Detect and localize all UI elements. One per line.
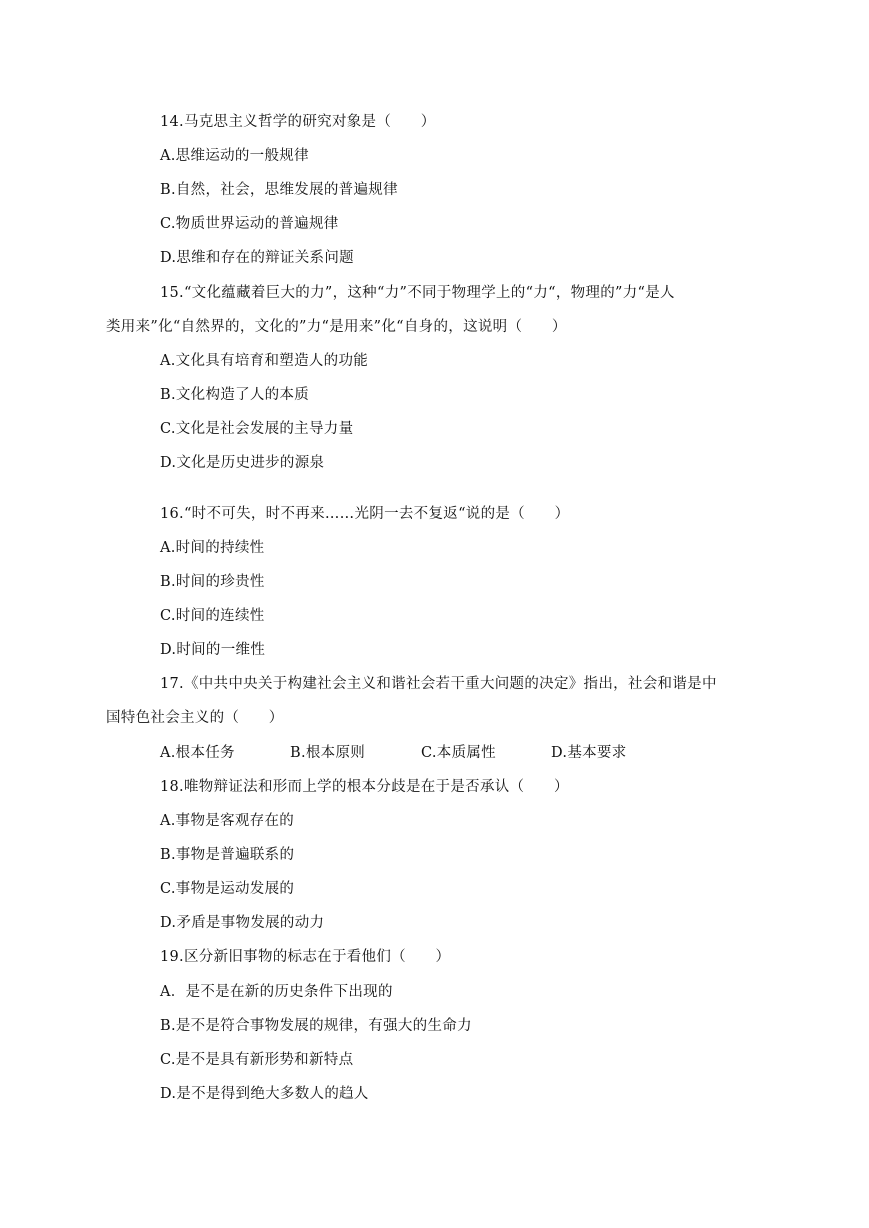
question-19-option-d: D.是不是得到绝大多数人的趋人 [160, 1086, 369, 1102]
question-15-option-c: C.文化是社会发展的主导力量 [160, 421, 354, 437]
question-16-stem: 16.“时不可失，时不再来……光阴一去不复返“说的是（ ） [160, 506, 570, 522]
question-17-stem-line2: 国特色社会主义的（ ） [106, 710, 284, 726]
question-14-option-b: B.自然，社会，思维发展的普遍规律 [160, 182, 398, 198]
question-18-stem: 18.唯物辩证法和形而上学的根本分歧是在于是否承认（ ） [160, 779, 569, 795]
question-15-stem-line2: 类用来”化“自然界的，文化的”力“是用来”化“自身的，这说明（ ） [106, 319, 567, 335]
question-15-option-a: A.文化具有培育和塑造人的功能 [160, 353, 369, 369]
question-14-option-d: D.思维和存在的辩证关系问题 [160, 250, 354, 266]
question-16-option-c: C.时间的连续性 [160, 608, 265, 624]
question-15-stem-line1: 15.“文化蕴藏着巨大的力”，这种“力”不同于物理学上的“力“，物理的”力“是人 [160, 285, 675, 301]
question-17-option-d: D.基本要求 [551, 745, 627, 761]
question-14-stem: 14.马克思主义哲学的研究对象是（ ） [160, 114, 436, 130]
question-16-option-a: A.时间的持续性 [160, 540, 265, 556]
question-14-option-c: C.物质世界运动的普遍规律 [160, 216, 339, 232]
question-19-option-b: B.是不是符合事物发展的规律，有强大的生命力 [160, 1018, 472, 1034]
question-15-option-b: B.文化构造了人的本质 [160, 387, 310, 403]
question-18-option-a: A.事物是客观存在的 [160, 813, 295, 829]
question-17-stem-line1: 17.《中共中央关于构建社会主义和谐社会若干重大问题的决定》指出，社会和谐是中 [160, 676, 717, 692]
question-14-option-a: A.思维运动的一般规律 [160, 148, 309, 164]
question-16-option-b: B.时间的珍贵性 [160, 574, 265, 590]
question-17-option-a: A.根本任务 [160, 745, 235, 761]
question-17-option-b: B.根本原则 [290, 745, 366, 761]
question-18-option-d: D.矛盾是事物发展的动力 [160, 915, 325, 931]
question-15-option-d: D.文化是历史进步的源泉 [160, 455, 325, 471]
question-18-option-c: C.事物是运动发展的 [160, 881, 295, 897]
question-19-option-a: A．是不是在新的历史条件下出现的 [160, 984, 393, 1000]
question-17-option-c: C.本质属性 [421, 745, 496, 761]
question-18-option-b: B.事物是普遍联系的 [160, 847, 295, 863]
question-16-option-d: D.时间的一维性 [160, 642, 266, 658]
question-19-option-c: C.是不是具有新形势和新特点 [160, 1052, 354, 1068]
question-19-stem: 19.区分新旧事物的标志在于看他们（ ） [160, 949, 451, 965]
